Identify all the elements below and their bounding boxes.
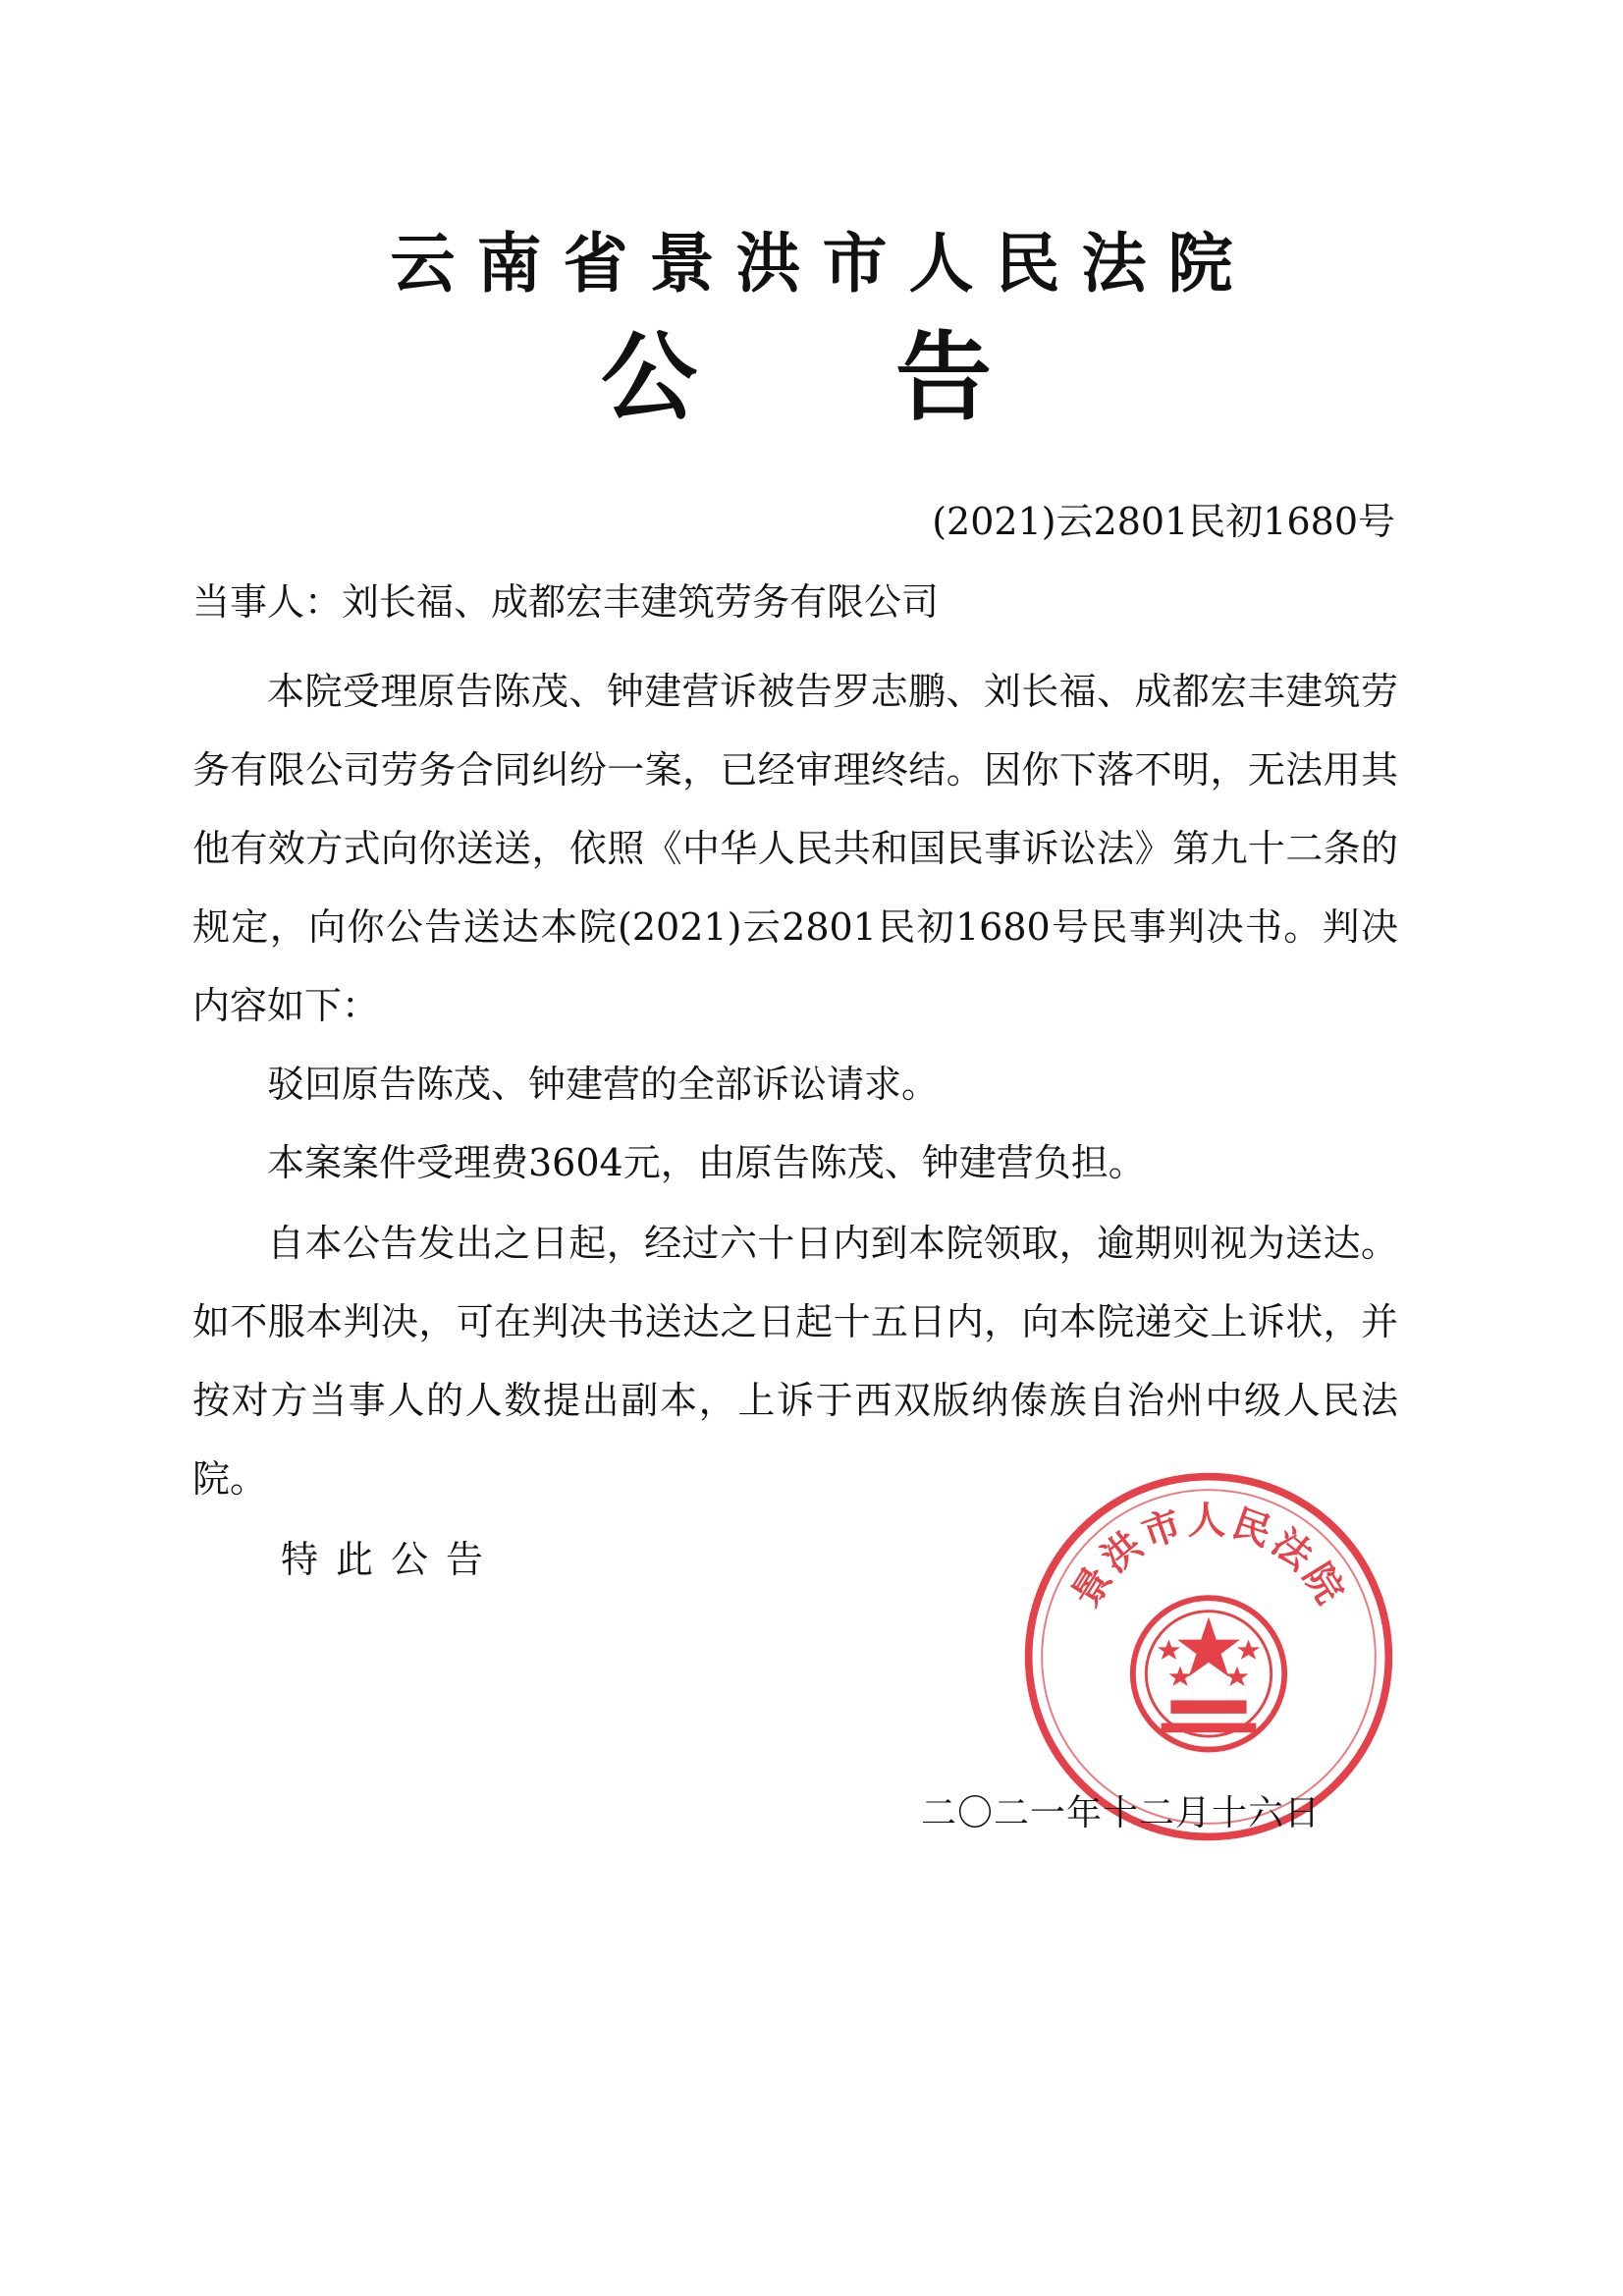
closing-phrase: 特此公告	[281, 1538, 502, 1581]
emblem-ribbon	[1162, 1723, 1257, 1733]
case-number: (2021)云2801民初1680号	[932, 500, 1395, 543]
emblem-star-large	[1177, 1616, 1240, 1676]
paragraph-fee: 本案案件受理费3604元，由原告陈茂、钟建营负担。	[267, 1141, 1146, 1184]
doc-type-char-1: 公	[601, 321, 698, 434]
emblem-base	[1170, 1700, 1246, 1714]
court-name: 云南省景洪市人民法院	[390, 225, 1255, 301]
parties-line: 当事人：刘长福、成都宏丰建筑劳务有限公司	[192, 580, 940, 624]
paragraph-judgment: 驳回原告陈茂、钟建营的全部诉讼请求。	[267, 1063, 940, 1106]
emblem-star-small-1	[1158, 1640, 1180, 1660]
emblem-star-small-3	[1168, 1667, 1191, 1686]
emblem-star-small-2	[1237, 1640, 1260, 1660]
paragraph-appeal: 自本公告发出之日起，经过六十日内到本院领取，逾期则视为送达。如不服本判决，可在判决书送达之日起十五日内，向本院递交上诉状，并按对方当事人的人数提出副本，上诉于西双版纳傣族自治州中级人民法院。	[192, 1222, 1398, 1501]
issue-date: 二〇二一年十二月十六日	[921, 1793, 1322, 1833]
emblem-star-small-4	[1225, 1667, 1248, 1686]
seal-text-path: 景洪市人民法院	[1063, 1499, 1354, 1615]
emblem-icon	[1133, 1598, 1284, 1749]
document-type-title	[0, 321, 1623, 434]
doc-type-char-2: 告	[895, 321, 993, 434]
paragraph-notice: 本院受理原告陈茂、钟建营诉被告罗志鹏、刘长福、成都宏丰建筑劳务有限公司劳务合同纠纷一案，已经审理终结。因你下落不明，无法用其他有效方式向你送送，依照《中华人民共和国民事诉讼法》第九十二条的规定，向你公告送达本院(2021)云2801民初1680号民事判决书。判决内容如下：	[192, 670, 1398, 1027]
